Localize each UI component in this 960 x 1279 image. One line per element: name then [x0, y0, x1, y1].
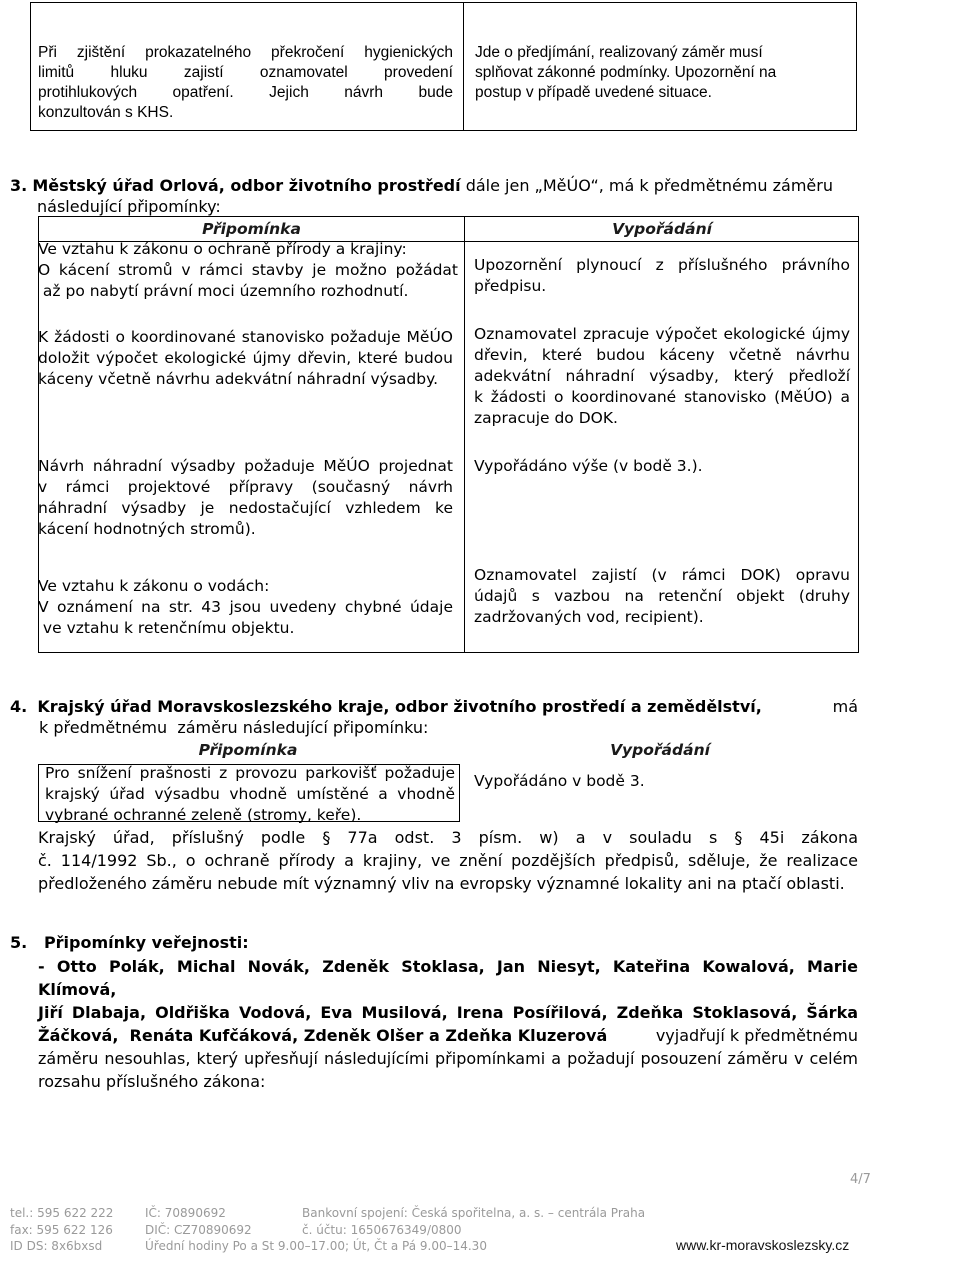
- section-intro-line: k předmětnému záměru následující připomínku:: [39, 718, 429, 737]
- footer-line: tel.: 595 622 222: [10, 1206, 114, 1220]
- text-line: krajský úřad výsadbu vhodně umístěné a vhodně: [45, 785, 455, 803]
- section-4-comment: [45, 763, 455, 826]
- text-line: adekvátní náhradní výsadby, který předloží: [474, 367, 850, 385]
- top-table-left-cell: [38, 43, 453, 123]
- section-number: 5.: [10, 933, 28, 952]
- footer-line: fax: 595 622 126: [10, 1222, 113, 1237]
- footer-line: Úřední hodiny Po a St 9.00–17.00; Út, Čt a Pá 9.00–14.30: [145, 1239, 487, 1253]
- text-line: dřevin, které budou káceny včetně návrhu: [474, 346, 850, 364]
- footer-bank: [302, 1205, 722, 1238]
- text-line: v rámci projektové přípravy (současný návrh: [38, 478, 453, 496]
- section-title: Připomínky veřejnosti:: [43, 933, 249, 952]
- text-line: kácení hodnotných stromů).: [38, 520, 256, 538]
- footer-line: DIČ: CZ70890692: [145, 1222, 252, 1237]
- text-line: konzultován s KHS.: [38, 104, 174, 121]
- section-5-body: [38, 955, 858, 1093]
- text-line: předloženého záměru nebude mít významný vliv na evropsky významné lokality ani na ptačí oblasti.: [38, 874, 845, 893]
- text-line: zadržovaných vod, recipient).: [474, 608, 704, 626]
- table-divider: [463, 3, 464, 130]
- text-line: údajů s vazbou na retenční objekt (druhy: [474, 587, 850, 605]
- text-line: Oznamovatel zpracuje výpočet ekologické újmy: [474, 325, 850, 343]
- section-3-heading: [10, 175, 858, 217]
- section-intro-line: následující připomínky:: [37, 197, 221, 216]
- text-line: Pro snížení prašnosti z provozu parkovišť požaduje: [45, 764, 455, 782]
- text-line: Ve vztahu k zákonu o vodách:: [38, 577, 270, 595]
- text-line: č. 114/1992 Sb., o ochraně přírody a krajiny, ve znění pozdějších předpisů, sděluje, že realizace: [38, 851, 858, 870]
- text-line: Ve vztahu k zákonu o ochraně přírody a krajiny:: [38, 240, 407, 258]
- page-number: 4/7: [850, 1172, 871, 1187]
- text-line: k žádosti o koordinované stanovisko (MěÚO) a: [474, 388, 850, 406]
- table-row-3-left: [38, 456, 453, 540]
- text-line: káceny včetně návrhu adekvátní náhradní výsadby.: [38, 370, 439, 388]
- section-4-paragraph: [38, 826, 858, 895]
- names-line: Žáčková, Renáta Kufčáková, Zdeněk Olšer a Zdeňka Kluzerová: [38, 1026, 608, 1045]
- table-row-4-right: [474, 565, 850, 628]
- text-line: vyjadřují k předmětnému: [655, 1026, 858, 1045]
- text-line: limitů hluku zajistí oznamovatel provedení: [38, 64, 453, 81]
- table-row-1-left: [38, 239, 458, 302]
- text-line: Návrh náhradní výsadby požaduje MěÚO projednat: [38, 457, 453, 475]
- top-table-right-cell: [475, 43, 850, 103]
- section-4-settlement: Vypořádáno v bodě 3.: [474, 772, 645, 790]
- table-divider: [464, 217, 465, 652]
- text-line: doložit výpočet ekologické újmy dřevin, které budou: [38, 349, 453, 367]
- section-intro: má: [832, 697, 858, 716]
- text-line: O kácení stromů v rámci stavby je možno požádat: [38, 261, 458, 279]
- text-line: vybrané ochranné zeleně (stromy, keře).: [45, 806, 362, 824]
- column-header-comment: Připomínka: [198, 741, 298, 759]
- text-line: Upozornění plynoucí z příslušného právního: [474, 256, 850, 274]
- section-title: Městský úřad Orlová, odbor životního prostředí: [32, 176, 461, 195]
- text-line: zapracuje do DOK.: [474, 409, 618, 427]
- section-number: 3.: [10, 176, 28, 195]
- text-line: Oznamovatel zajistí (v rámci DOK) opravu: [474, 566, 850, 584]
- text-line: záměru nesouhlas, který upřesňují následujícími připomínkami a požadují posouzení záměru v celém: [38, 1049, 858, 1068]
- text-line: až po nabytí právní moci územního rozhodnutí.: [38, 282, 409, 300]
- names-line: - Otto Polák, Michal Novák, Zdeněk Stoklasa, Jan Niesyt, Kateřina Kowalová, Marie Klímová,: [38, 957, 858, 999]
- text-line: Krajský úřad, příslušný podle § 77a odst. 3 písm. w) a v souladu s § 45i zákona: [38, 828, 858, 847]
- text-line: předpisu.: [474, 277, 547, 295]
- column-header-settlement: Vypořádání: [612, 220, 712, 238]
- section-4-heading: [10, 696, 858, 738]
- text-line: rozsahu příslušného zákona:: [38, 1072, 266, 1091]
- text-line: ve vztahu k retenčnímu objektu.: [38, 619, 295, 637]
- text-line: V oznámení na str. 43 jsou uvedeny chybné údaje: [38, 598, 453, 616]
- text-line: Jde o předjímání, realizovaný záměr musí: [475, 44, 763, 61]
- text-line: Při zjištění prokazatelného překročení hygienických: [38, 44, 453, 61]
- table-row-2-left: [38, 327, 453, 390]
- table-row-4-left: [38, 576, 453, 639]
- text-line: postup v případě uvedené situace.: [475, 84, 712, 101]
- table-row-2-right: [474, 324, 850, 429]
- footer-line: ID DS: 8x6bxsd: [10, 1239, 103, 1253]
- column-header-comment: Připomínka: [202, 220, 301, 238]
- footer-line: IČ: 70890692: [145, 1206, 226, 1220]
- section-title: Krajský úřad Moravskoslezského kraje, odbor životního prostředí a zemědělství,: [37, 697, 762, 716]
- text-line: K žádosti o koordinované stanovisko požaduje MěÚO: [38, 328, 453, 346]
- names-line: Jiří Dlabaja, Oldřiška Vodová, Eva Musilová, Irena Posířilová, Zdeňka Stoklasová, Šárka: [38, 1003, 858, 1022]
- section-intro: dále jen „MěÚO“, má k předmětnému záměru: [460, 176, 833, 195]
- text-line: splňovat zákonné podmínky. Upozornění na: [475, 64, 777, 81]
- footer-line: Bankovní spojení: Česká spořitelna, a. s. – centrála Praha: [302, 1206, 646, 1220]
- text-line: Vypořádáno výše (v bodě 3.).: [474, 457, 703, 475]
- table-row-3-right: [474, 456, 850, 477]
- column-header-settlement: Vypořádání: [610, 741, 710, 759]
- section-5-heading: [10, 933, 249, 952]
- section-number: 4.: [10, 697, 28, 716]
- text-line: náhradní výsadby je nedostačující vzhledem ke: [38, 499, 453, 517]
- footer-line: č. účtu: 1650676349/0800: [302, 1222, 462, 1237]
- website-link[interactable]: www.kr-moravskoslezsky.cz: [676, 1237, 850, 1253]
- text-line: protihlukových opatření. Jejich návrh bude: [38, 84, 453, 101]
- table-row-1-right: [474, 255, 850, 297]
